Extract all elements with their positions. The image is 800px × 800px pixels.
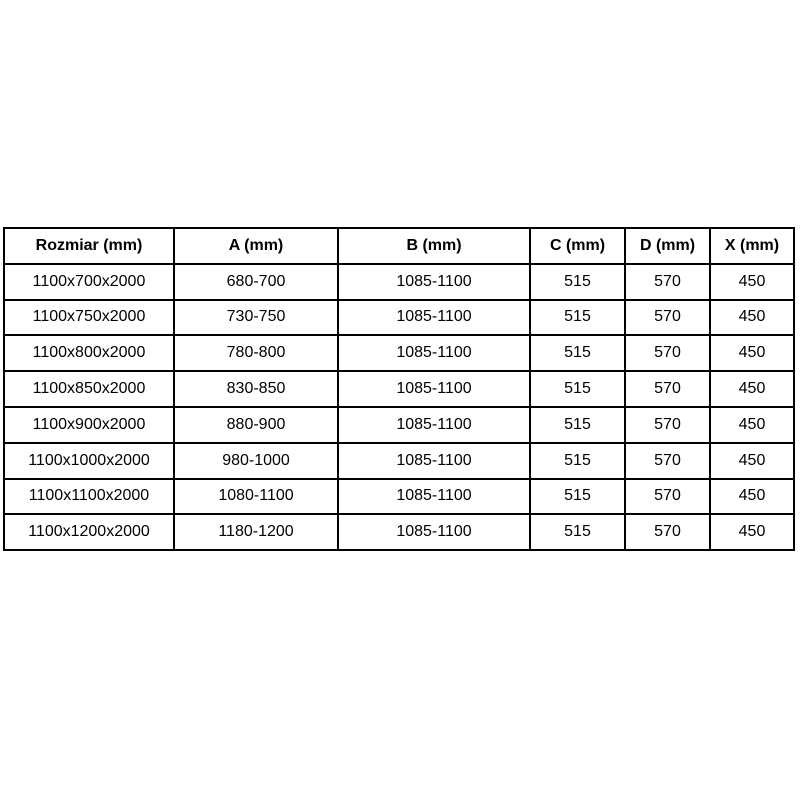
table-row bbox=[4, 407, 794, 443]
table-cell: 515 bbox=[530, 407, 625, 443]
column-header-rozmiar: Rozmiar (mm) bbox=[4, 228, 174, 264]
table-cell: 1180-1200 bbox=[174, 514, 338, 550]
table-cell: 1085-1100 bbox=[338, 264, 530, 300]
table-cell: 1100x850x2000 bbox=[4, 371, 174, 407]
table-cell: 680-700 bbox=[174, 264, 338, 300]
table-cell: 880-900 bbox=[174, 407, 338, 443]
table-cell: 515 bbox=[530, 479, 625, 515]
table-cell: 780-800 bbox=[174, 335, 338, 371]
table-cell: 515 bbox=[530, 335, 625, 371]
table-cell: 1085-1100 bbox=[338, 335, 530, 371]
table-cell: 570 bbox=[625, 371, 710, 407]
dimensions-table bbox=[3, 227, 795, 551]
table-cell: 1085-1100 bbox=[338, 514, 530, 550]
table-cell: 1085-1100 bbox=[338, 300, 530, 336]
table-cell: 570 bbox=[625, 300, 710, 336]
table-cell: 1100x900x2000 bbox=[4, 407, 174, 443]
table-row bbox=[4, 335, 794, 371]
table-row bbox=[4, 371, 794, 407]
table-cell: 730-750 bbox=[174, 300, 338, 336]
table-cell: 570 bbox=[625, 514, 710, 550]
table-cell: 1100x1200x2000 bbox=[4, 514, 174, 550]
table-cell: 450 bbox=[710, 335, 794, 371]
table-cell: 1080-1100 bbox=[174, 479, 338, 515]
table-cell: 1100x1100x2000 bbox=[4, 479, 174, 515]
table-cell: 515 bbox=[530, 300, 625, 336]
table-cell: 515 bbox=[530, 514, 625, 550]
column-header-d: D (mm) bbox=[625, 228, 710, 264]
table-cell: 450 bbox=[710, 443, 794, 479]
table-cell: 1085-1100 bbox=[338, 371, 530, 407]
table-cell: 515 bbox=[530, 443, 625, 479]
column-header-b: B (mm) bbox=[338, 228, 530, 264]
table-row bbox=[4, 514, 794, 550]
table-cell: 1100x700x2000 bbox=[4, 264, 174, 300]
table-row bbox=[4, 479, 794, 515]
table-cell: 570 bbox=[625, 407, 710, 443]
table-cell: 570 bbox=[625, 264, 710, 300]
table-cell: 450 bbox=[710, 479, 794, 515]
table-cell: 450 bbox=[710, 407, 794, 443]
table-row bbox=[4, 264, 794, 300]
column-header-c: C (mm) bbox=[530, 228, 625, 264]
table-cell: 1085-1100 bbox=[338, 443, 530, 479]
table-cell: 570 bbox=[625, 443, 710, 479]
table-cell: 1100x1000x2000 bbox=[4, 443, 174, 479]
table-cell: 1085-1100 bbox=[338, 479, 530, 515]
table-cell: 515 bbox=[530, 371, 625, 407]
table-cell: 1100x750x2000 bbox=[4, 300, 174, 336]
table-cell: 450 bbox=[710, 514, 794, 550]
table-cell: 450 bbox=[710, 300, 794, 336]
table-cell: 980-1000 bbox=[174, 443, 338, 479]
table-cell: 570 bbox=[625, 335, 710, 371]
table-cell: 1085-1100 bbox=[338, 407, 530, 443]
column-header-a: A (mm) bbox=[174, 228, 338, 264]
table-cell: 450 bbox=[710, 371, 794, 407]
column-header-x: X (mm) bbox=[710, 228, 794, 264]
table-cell: 830-850 bbox=[174, 371, 338, 407]
table-body bbox=[4, 264, 794, 550]
header-row bbox=[4, 228, 794, 264]
table-row bbox=[4, 300, 794, 336]
table-cell: 515 bbox=[530, 264, 625, 300]
table-row bbox=[4, 443, 794, 479]
table-cell: 570 bbox=[625, 479, 710, 515]
table-cell: 1100x800x2000 bbox=[4, 335, 174, 371]
table-cell: 450 bbox=[710, 264, 794, 300]
